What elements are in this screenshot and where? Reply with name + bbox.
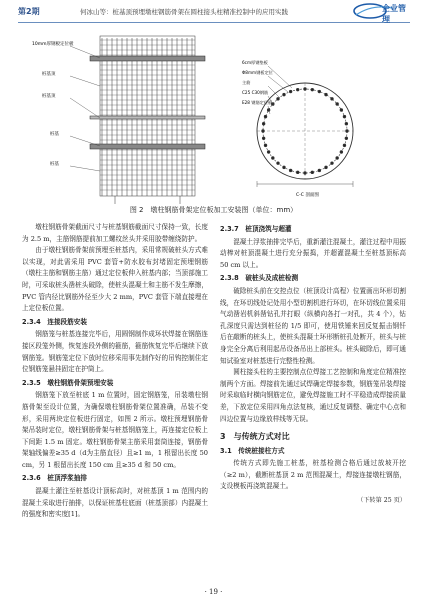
rebar-dot — [343, 144, 345, 146]
paragraph: 圆柱接头柱的主要控制点位焊接工艺控制和角度定位精准控制两个方面。焊接前先通过试焊确定焊接参数，钢筋笼吊装焊接时采取临时横向钢筋定位，避免焊接施工时不平稳造成焊接质量差，下放定位采用四角点法复核，通过反复调整、确定中心点和四边位置与边缘放样线等无误。 — [220, 368, 406, 423]
rebar-dot — [262, 137, 264, 139]
issue-number: 第2期 — [18, 7, 40, 16]
journal-logo — [352, 2, 410, 24]
paragraph: 破除桩头前在交控点位（桩顶设计高程）位置画出环形切割线，在环切线处记处用小型切割机进行环切，在环切线位置采用气动凿岩机斜凿钻孔并打眼（纵横向各打一对孔，共 4 个），钻孔深度只需达到桩径的 1/5 即可，使用铁锤来回反复振击钢钎后在敲断的桩头上，使桩头混凝土环形断桩孔处断开，桩头与桩身完全分离后利用起吊设备吊出上部桩头。桩头破除后，即可通知试验室对桩基进行完整性检测。 — [220, 286, 406, 365]
elevation-leaders — [70, 46, 100, 171]
rebar-dot — [340, 151, 342, 153]
left-label-5: 桩基 — [50, 162, 59, 167]
paragraph: 由于墩柱钢筋骨架前预埋至桩基内，采用常规破桩头方式难以实现，对此需采用 PVC 套管+防水胶布封堵固定预埋钢筋（墩柱主筋和钢筋主筋）通过定位板伸入桩基内部；当顶部施工时，可采取桩头凿桩头破除，使桩头混凝土和主筋不发生摩擦，PVC 管内径比钢筋外径至少大 2 mm，PVC 套管下端直接埋在上定位板位置。 — [22, 246, 208, 313]
logo-text: 企业管理 — [382, 3, 406, 24]
section-heading: 2.3.7 桩顶浇筑与超灌 — [220, 225, 292, 233]
rebar-dot — [289, 169, 291, 171]
left-label-2: 桩基顶 — [42, 72, 56, 77]
rebar-dot — [264, 115, 266, 117]
page-header — [18, 4, 410, 23]
right-column — [220, 222, 406, 507]
section-heading: 3 与传统方式对比 — [220, 432, 290, 442]
rebar-dot — [297, 171, 299, 173]
rebar-dot — [345, 123, 347, 125]
section-heading: 2.3.4 连接段筋安装 — [22, 317, 87, 326]
section-title: C-C 剖面图 — [296, 193, 319, 198]
figure-caption: 图 2 墩柱钢筋骨架定位板加工安装图（单位：mm） — [129, 206, 298, 214]
rebar-cage-drawing — [30, 26, 400, 206]
rebar-dot — [311, 88, 313, 90]
section-heading: 2.3.6 桩顶浮浆抽排 — [22, 474, 87, 483]
rebar-dot — [311, 171, 313, 173]
left-column — [22, 222, 208, 521]
rebar-dot — [345, 137, 347, 139]
section-heading: 3.1 传统桩接柱方式 — [220, 446, 285, 455]
rebar-dot — [336, 157, 338, 159]
figure-2 — [30, 26, 400, 220]
section-heading: 2.3.8 破桩头及成桩检测 — [220, 274, 299, 283]
rebar-dot — [325, 93, 327, 95]
left-label-1: 10mm厚钢板定位板 — [32, 42, 74, 47]
right-label-2: Φ8mm钢板定位 — [242, 70, 273, 75]
right-label-3: 主筋 — [242, 80, 251, 85]
paragraph: 墩柱钢筋骨架截面尺寸与桩基钢筋截面尺寸保持一致，长度为 2.5 m，主筋钢筋提前加工螺纹丝头并采用胶带缠绕防护。 — [22, 223, 208, 243]
rebar-dot — [264, 144, 266, 146]
rebar-dot — [318, 169, 320, 171]
right-label-5: E28 钢筋定位板 — [242, 100, 273, 105]
rebar-dot — [277, 98, 279, 100]
paragraph: 钢筋笼下放至桩底 1 m 位置时，固定钢筋笼，吊装墩柱钢筋骨架至设计位置，为确保墩柱钢筋骨架位置准确，吊装不变形，采用两块定位板进行固定，如图 2 所示。墩柱预埋钢筋骨架吊装时定位，墩柱钢筋骨架与桩基钢筋笼上，再连接定位板上下间距 1.5 m 固定。墩柱钢筋骨架主筋采用套筒连接，钢筋骨架轴线偏差≥35 d（d为主筋直径）且≥1 m，1 根留出长度 50 cm，另 1 根留出长度 150 cm 且≥35 d 和 50 cm。 — [22, 391, 208, 469]
rebar-dot — [283, 166, 285, 168]
left-label-3: 桩基顶 — [42, 94, 56, 99]
page-number: · 19 · — [204, 588, 223, 596]
left-label-4: 桩基 — [50, 132, 59, 137]
rebar-dot — [277, 162, 279, 164]
rebar-dot — [289, 90, 291, 92]
rebar-dot — [340, 109, 342, 111]
paragraph: 混凝土灌注至桩基设计顶标高时，对桩基顶 1 m 范围内的混凝土采取进行抽排，以保证桩基柱底面（桩基顶部）内混凝土的强度和密实度[1]。 — [22, 487, 208, 519]
rebar-dot — [283, 93, 285, 95]
elevation-view — [90, 36, 205, 204]
rebar-dot — [331, 162, 333, 164]
continuation-note: （下转第 25 页） — [357, 497, 406, 505]
rebar-dot — [297, 88, 299, 90]
rebar-dot — [336, 103, 338, 105]
section-heading: 2.3.5 墩柱钢筋骨架预埋安装 — [22, 378, 114, 387]
cross-section-view — [257, 83, 353, 187]
rebar-dot — [325, 166, 327, 168]
rebar-dot — [331, 98, 333, 100]
paragraph: 混凝土浮浆抽排完毕后，重新灌注混凝土，灌注过程中用振动棒对桩顶混凝土进行充分振捣，并超灌混凝土至桩基顶标高 50 cm 以上。 — [220, 237, 406, 269]
paragraph: 钢筋笼与桩基连接完毕后，用圆钢制作成环状焊接在钢筋连接区段笼外侧，恢复连段外侧的箍筋，箍筋恢复完毕后继续下放钢筋笼。钢筋笼定位下放时位移采用事先制作好的吊钩控制住定位钢筋笼悬挂固定在护筒上。 — [22, 330, 208, 374]
rebar-dot — [318, 90, 320, 92]
right-label-1: 6cm厚钢垫板 — [242, 60, 268, 65]
rebar-dot — [267, 151, 269, 153]
rebar-dot — [272, 157, 274, 159]
paragraph: 传统方式即先施工桩基，桩基检测合格后通过放坡开挖（≥2 m），截断桩基顶 2 m 范围混凝土，焊接连接墩柱钢筋，支设模板再浇筑混凝土。 — [220, 459, 406, 491]
right-label-4: C25 C30钢筋 — [242, 90, 269, 95]
running-title: 何冰山等：桩基顶预埋墩柱钢筋骨架在圆柱接头柱精准控制中的应用实践 — [80, 8, 288, 16]
rebar-dot — [262, 123, 264, 125]
rebar-dot — [343, 115, 345, 117]
horizontal-stirrups — [100, 40, 195, 190]
